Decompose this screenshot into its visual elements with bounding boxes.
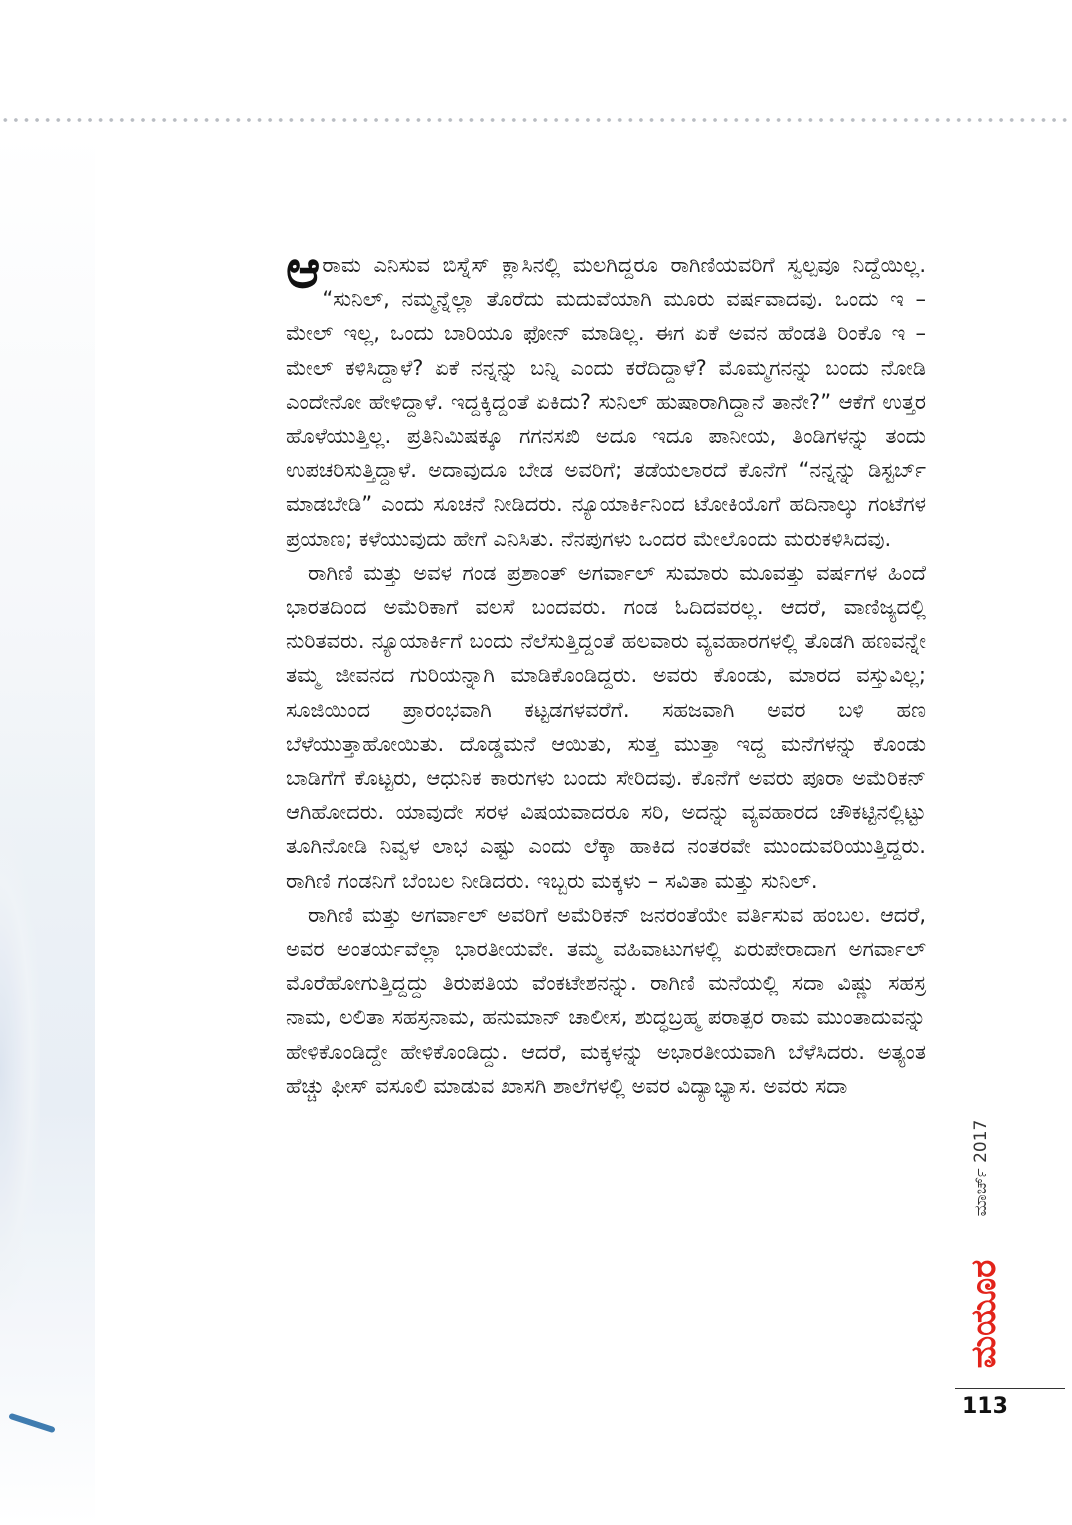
magazine-logo: ಮಯೂರ: [964, 1259, 1004, 1369]
footer-rule: [955, 1388, 1065, 1389]
article-body: [286, 240, 926, 1103]
paragraph-3: ರಾಗಿಣಿ ಮತ್ತು ಅಗರ್ವಾಲ್ ಅವರಿಗೆ ಅಮೆರಿಕನ್ ಜನರಂತೆಯೇ ವರ್ತಿಸುವ ಹಂಬಲ. ಆದರೆ, ಅವರ ಅಂತರ್ಯವೆಲ್ಲಾ ಭಾರತೀಯವೇ. ತಮ್ಮ ವಹಿವಾಟುಗಳಲ್ಲಿ ಏರುಪೇರಾದಾಗ ಅಗರ್ವಾಲ್ ಮೊರೆಹೋಗುತ್ತಿದ್ದದ್ದು ತಿರುಪತಿಯ ವೆಂಕಟೇಶನನ್ನು. ರಾಗಿಣಿ ಮನೆಯಲ್ಲಿ ಸದಾ ವಿಷ್ಣು ಸಹಸ್ರ ನಾಮ, ಲಲಿತಾ ಸಹಸ್ರನಾಮ, ಹನುಮಾನ್ ಚಾಲೀಸ, ಶುದ್ಧಬ್ರಹ್ಮ ಪರಾತ್ಪರ ರಾಮ ಮುಂತಾದುವನ್ನು ಹೇಳಿಕೊಂಡಿದ್ದೇ ಹೇಳಿಕೊಂಡಿದ್ದು. ಆದರೆ, ಮಕ್ಕಳನ್ನು ಅಭಾರತೀಯವಾಗಿ ಬೆಳೆಸಿದರು. ಅತ್ಯಂತ ಹೆಚ್ಚು ಫೀಸ್ ವಸೂಲಿ ಮಾಡುವ ಖಾಸಗಿ ಶಾಲೆಗಳಲ್ಲಿ ಅವರ ವಿದ್ಯಾಭ್ಯಾಸ. ಅವರು ಸದಾ: [286, 902, 926, 1098]
dotted-divider: [0, 116, 1072, 124]
page-number: 113: [962, 1394, 1008, 1419]
paragraph-1: ಆರಾಮ ಎನಿಸುವ ಬಿಸ್ನೆಸ್ ಕ್ಲಾಸಿನಲ್ಲಿ ಮಲಗಿದ್ದರೂ ರಾಗಿಣಿಯವರಿಗೆ ಸ್ವಲ್ಪವೂ ನಿದ್ದೆಯಿಲ್ಲ. “ಸುನಿಲ್, ನಮ್ಮನ್ನೆಲ್ಲಾ ತೊರೆದು ಮದುವೆಯಾಗಿ ಮೂರು ವರ್ಷವಾದವು. ಒಂದು ಇ – ಮೇಲ್ ಇಲ್ಲ, ಒಂದು ಬಾರಿಯೂ ಫೋನ್ ಮಾಡಿಲ್ಲ. ಈಗ ಏಕೆ ಅವನ ಹೆಂಡತಿ ರಿಂಕೊ ಇ – ಮೇಲ್ ಕಳಿಸಿದ್ದಾಳೆ? ಏಕೆ ನನ್ನನ್ನು ಬನ್ನಿ ಎಂದು ಕರೆದಿದ್ದಾಳೆ? ಮೊಮ್ಮಗನನ್ನು ಬಂದು ನೋಡಿ ಎಂದೇನೋ ಹೇಳಿದ್ದಾಳೆ. ಇದ್ದಕ್ಕಿದ್ದಂತೆ ಏಕಿದು? ಸುನಿಲ್ ಹುಷಾರಾಗಿದ್ದಾನೆ ತಾನೇ?” ಆಕೆಗೆ ಉತ್ತರ ಹೊಳೆಯುತ್ತಿಲ್ಲ. ಪ್ರತಿನಿಮಿಷಕ್ಕೂ ಗಗನಸಖಿ ಅದೂ ಇದೂ ಪಾನೀಯ, ತಿಂಡಿಗಳನ್ನು ತಂದು ಉಪಚರಿಸುತ್ತಿದ್ದಾಳೆ. ಅದಾವುದೂ ಬೇಡ ಅವರಿಗೆ; ತಡೆಯಲಾರದೆ ಕೊನೆಗೆ “ನನ್ನನ್ನು ಡಿಸ್ಟರ್ಬ್ ಮಾಡಬೇಡಿ” ಎಂದು ಸೂಚನೆ ನೀಡಿದರು. ನ್ಯೂಯಾರ್ಕಿನಿಂದ ಟೋಕಿಯೊಗೆ ಹದಿನಾಲ್ಕು ಗಂಟೆಗಳ ಪ್ರಯಾಣ; ಕಳೆಯುವುದು ಹೇಗೆ ಎನಿಸಿತು. ನೆನಪುಗಳು ಒಂದರ ಮೇಲೊಂದು ಮರುಕಳಿಸಿದವು.: [286, 240, 926, 551]
decorative-illustration: [0, 130, 95, 1525]
issue-date: ಮಾರ್ಚ್ 2017: [971, 1119, 991, 1217]
dropcap: ಆ: [286, 240, 321, 300]
paragraph-2: ರಾಗಿಣಿ ಮತ್ತು ಅವಳ ಗಂಡ ಪ್ರಶಾಂತ್ ಅಗರ್ವಾಲ್ ಸುಮಾರು ಮೂವತ್ತು ವರ್ಷಗಳ ಹಿಂದೆ ಭಾರತದಿಂದ ಅಮೆರಿಕಾಗೆ ವಲಸೆ ಬಂದವರು. ಗಂಡ ಓದಿದವರಲ್ಲ. ಆದರೆ, ವಾಣಿಜ್ಯದಲ್ಲಿ ನುರಿತವರು. ನ್ಯೂಯಾರ್ಕಿಗೆ ಬಂದು ನೆಲೆಸುತ್ತಿದ್ದಂತೆ ಹಲವಾರು ವ್ಯವಹಾರಗಳಲ್ಲಿ ತೊಡಗಿ ಹಣವನ್ನೇ ತಮ್ಮ ಜೀವನದ ಗುರಿಯನ್ನಾಗಿ ಮಾಡಿಕೊಂಡಿದ್ದರು. ಅವರು ಕೊಂಡು, ಮಾರದ ವಸ್ತುವಿಲ್ಲ; ಸೂಜಿಯಿಂದ ಪ್ರಾರಂಭವಾಗಿ ಕಟ್ಟಡಗಳವರೆಗೆ. ಸಹಜವಾಗಿ ಅವರ ಬಳಿ ಹಣ ಬೆಳೆಯುತ್ತಾಹೋಯಿತು. ದೊಡ್ಡಮನೆ ಆಯಿತು, ಸುತ್ತ ಮುತ್ತಾ ಇದ್ದ ಮನೆಗಳನ್ನು ಕೊಂಡು ಬಾಡಿಗೆಗೆ ಕೊಟ್ಟರು, ಆಧುನಿಕ ಕಾರುಗಳು ಬಂದು ಸೇರಿದವು. ಕೊನೆಗೆ ಅವರು ಪೂರಾ ಅಮೆರಿಕನ್ ಆಗಿಹೋದರು. ಯಾವುದೇ ಸರಳ ವಿಷಯವಾದರೂ ಸರಿ, ಅದನ್ನು ವ್ಯವಹಾರದ ಚೌಕಟ್ಟಿನಲ್ಲಿಟ್ಟು ತೂಗಿನೋಡಿ ನಿವ್ವಳ ಲಾಭ ಎಷ್ಟು ಎಂದು ಲೆಕ್ಕಾ ಹಾಕಿದ ನಂತರವೇ ಮುಂದುವರಿಯುತ್ತಿದ್ದರು. ರಾಗಿಣಿ ಗಂಡನಿಗೆ ಬೆಂಬಲ ನೀಡಿದರು. ಇಬ್ಬರು ಮಕ್ಕಳು – ಸವಿತಾ ಮತ್ತು ಸುನಿಲ್.: [286, 560, 926, 893]
